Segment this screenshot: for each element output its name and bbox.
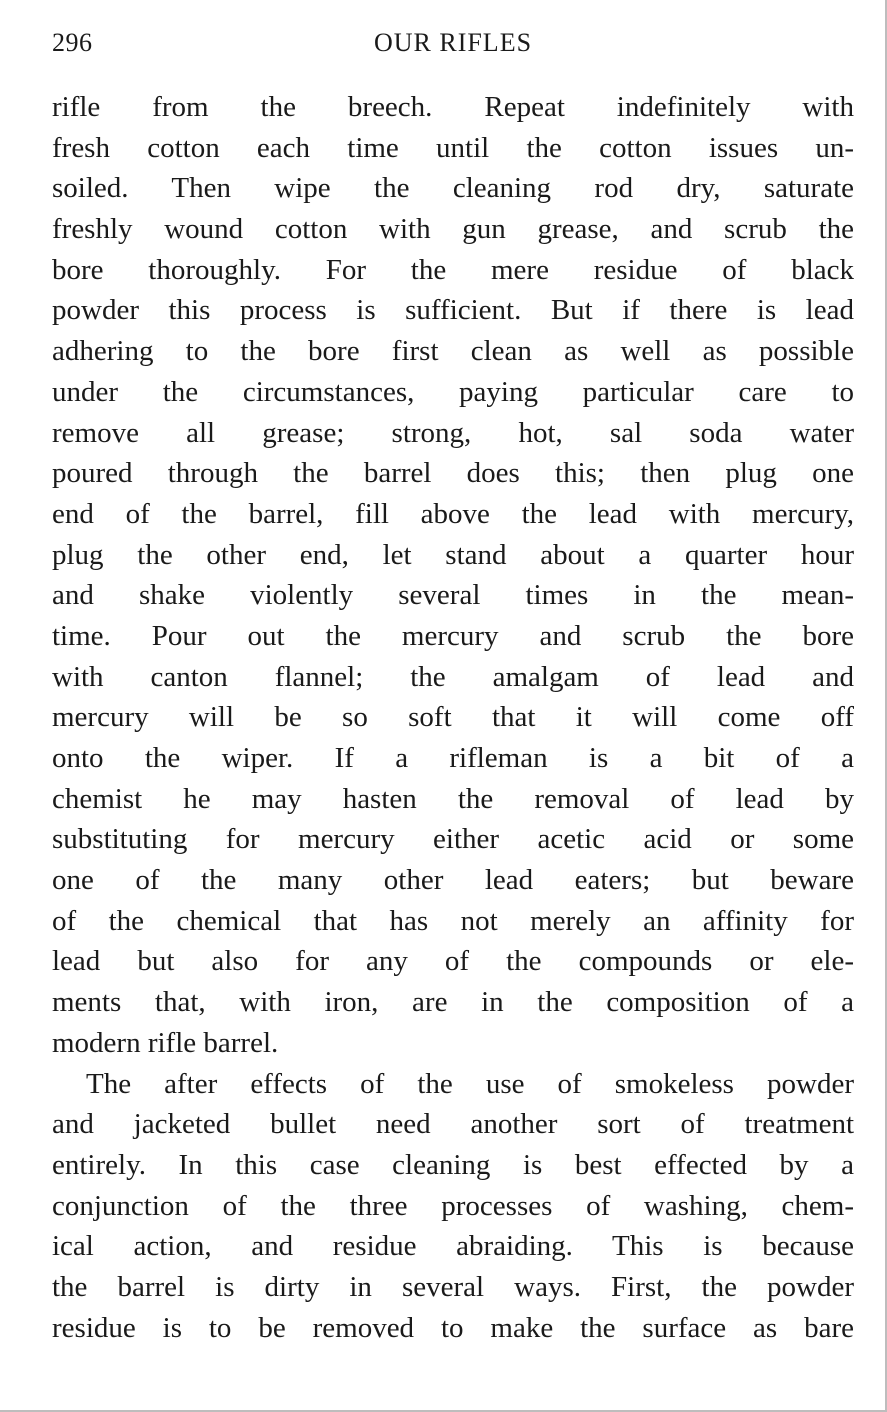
body-text xyxy=(52,87,854,1348)
text-line: end of the barrel, fill above the lead with mercury, xyxy=(52,497,854,530)
text-line: plug the other end, let stand about a quarter hour xyxy=(52,538,854,571)
text-line: onto the wiper. If a rifleman is a bit of a xyxy=(52,742,854,774)
text-line: powder this process is sufficient. But if there is lead xyxy=(52,294,854,327)
text-line: modern rifle barrel. xyxy=(52,1026,279,1059)
text-line: residue is to be removed to make the surface as bare xyxy=(52,1311,854,1344)
text-line: with canton flannel; the amalgam of lead and xyxy=(52,660,854,693)
text-line: freshly wound cotton with gun grease, and scrub the xyxy=(52,213,854,246)
page-number: 296 xyxy=(52,28,93,57)
text-line: the barrel is dirty in several ways. First, the powder xyxy=(52,1270,854,1303)
text-line: and shake violently several times in the mean- xyxy=(52,579,854,612)
text-line: The after effects of the use of smokeless powder xyxy=(86,1067,854,1100)
text-line: ments that, with iron, are in the composition of a xyxy=(52,986,854,1019)
text-line: poured through the barrel does this; then plug one xyxy=(52,457,854,490)
text-line: and jacketed bullet need another sort of treatment xyxy=(52,1108,854,1141)
text-line: substituting for mercury either acetic acid or some xyxy=(52,823,854,856)
text-line: fresh cotton each time until the cotton issues un- xyxy=(52,131,854,164)
text-line: of the chemical that has not merely an affinity for xyxy=(52,904,854,937)
text-line: soiled. Then wipe the cleaning rod dry, saturate xyxy=(52,172,854,205)
text-line: lead but also for any of the compounds or ele- xyxy=(52,945,854,978)
text-line: remove all grease; strong, hot, sal soda water xyxy=(52,416,854,449)
paragraph-2 xyxy=(52,1064,854,1349)
text-line: time. Pour out the mercury and scrub the bore xyxy=(52,619,854,652)
running-title: OUR RIFLES xyxy=(373,28,533,57)
text-line: one of the many other lead eaters; but beware xyxy=(52,864,854,897)
text-line: adhering to the bore first clean as well as possible xyxy=(52,335,854,368)
text-line: rifle from the breech. Repeat indefinitely with xyxy=(52,91,854,123)
page-header xyxy=(52,28,854,68)
text-line: chemist he may hasten the removal of lead by xyxy=(52,782,854,815)
text-line: ical action, and residue abraiding. This is because xyxy=(52,1230,854,1263)
text-line: mercury will be so soft that it will come off xyxy=(52,701,854,734)
text-line: conjunction of the three processes of washing, chem- xyxy=(52,1189,854,1222)
text-line: under the circumstances, paying particular care to xyxy=(52,375,854,408)
text-line: bore thoroughly. For the mere residue of black xyxy=(52,253,854,286)
text-line: entirely. In this case cleaning is best effected by a xyxy=(52,1148,854,1181)
paragraph-1 xyxy=(52,87,854,1064)
